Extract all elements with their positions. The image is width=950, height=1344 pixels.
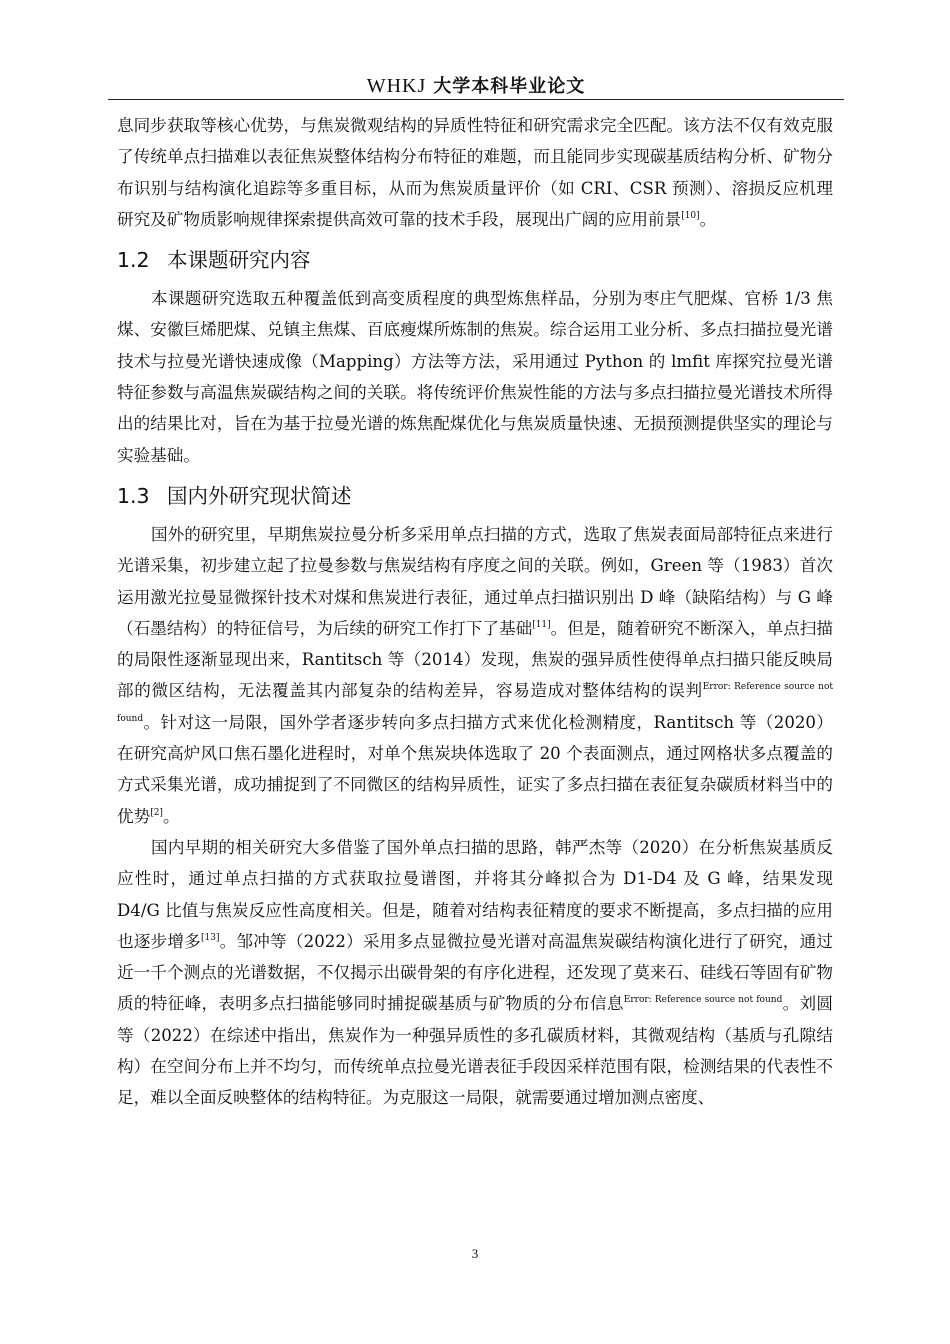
research-content-paragraph: 本课题研究选取五种覆盖低到高变质程度的典型炼焦样品，分别为枣庄气肥煤、官桥 1/3 焦煤、安徽巨烯肥煤、兑镇主焦煤、百底瘦煤所炼制的焦炭。综合运用工业分析、多点扫描拉曼光谱技术与拉曼光谱快速成像（Mapping）方法等方法，采用通过 Python 的 lmfit 库探究拉曼光谱特征参数与高温焦炭碳结构之间的关联。将传统评价焦炭性能的方法与多点扫描拉曼光谱技术所得出的结果比对，旨在为基于拉曼光谱的炼焦配煤优化与焦炭质量快速、无损预测提供坚实的理论与实验基础。 xyxy=(117,289,833,465)
section-heading-1-2 xyxy=(117,243,833,277)
intro-paragraph xyxy=(117,110,833,235)
paragraph-text: 。邹冲等（2022）采用多点显微拉曼光谱对高温焦炭碳结构演化进行了研究，通过近一千个测点的光谱数据，不仅揭示出碳骨架的有序化进程，还发现了莫来石、硅线石等固有矿物质的特征峰，表明多点扫描能够同时捕捉碳基质与矿物质的分布信息 xyxy=(117,931,833,1014)
paragraph-text: 国内早期的相关研究大多借鉴了国外单点扫描的思路，韩严杰等（2020）在分析焦炭基质反应性时，通过单点扫描的方式获取拉曼谱图，并将其分峰拟合为 D1-D4 及 G 峰，结果发现 D4/G 比值与焦炭反应性高度相关。但是，随着对结构表征精度的要求不断提高，多点扫描的应用也逐步增多 xyxy=(117,837,833,951)
paragraph-text: 。刘圆等（2022）在综述中指出，焦炭作为一种强异质性的多孔碳质材料，其微观结构（基质与孔隙结构）在空间分布上并不均匀，而传统单点拉曼光谱表征手段因采样范围有限，检测结果的代表性不足，难以全面反映整体的结构特征。为克服这一局限，就需要通过增加测点密度、 xyxy=(117,994,834,1108)
intro-text: 息同步获取等核心优势，与焦炭微观结构的异质性特征和研究需求完全匹配。该方法不仅有效克服了传统单点扫描难以表征焦炭整体结构分布特征的难题，而且能同步实现碳基质结构分析、矿物分布识别与结构演化追踪等多重目标，从而为焦炭质量评价（如 CRI、CSR 预测）、溶损反应机理研究及矿物质影响规律探索提供高效可靠的技术手段，展现出广阔的应用前景 xyxy=(117,116,833,229)
section-number: 1.2 xyxy=(117,248,150,273)
header-latin: WHKJ xyxy=(366,75,427,97)
header-rule xyxy=(108,99,844,100)
section-number: 1.3 xyxy=(117,483,150,508)
paragraph-text: 。但是，随着研究不断深入，单点扫描的局限性逐渐显现出来，Rantitsch 等（2014）发现，焦炭的强异质性使得单点扫描只能反映局部的微区结构，无法覆盖其内部复杂的结构差异，容易造成对整体结构的误判 xyxy=(117,618,833,701)
citation: [11] xyxy=(532,619,551,630)
intro-end: 。 xyxy=(699,209,717,229)
reference-error: Error: Reference source not found xyxy=(623,995,783,1006)
domestic-research-paragraph xyxy=(117,832,833,1114)
section-title: 本课题研究内容 xyxy=(167,248,311,273)
paragraph-text: 国外的研究里，早期焦炭拉曼分析多采用单点扫描的方式，选取了焦炭表面局部特征点来进行光谱采集，初步建立起了拉曼参数与焦炭结构有序度之间的关联。例如，Green 等（1983）首次运用激光拉曼显微探针技术对煤和焦炭进行表征，通过单点扫描识别出 D 峰（缺陷结构）与 G 峰（石墨结构）的特征信号，为后续的研究工作打下了基础 xyxy=(117,524,833,638)
citation: [13] xyxy=(200,932,220,943)
paragraph-text: 。针对这一局限，国外学者逐步转向多点扫描方式来优化检测精度，Rantitsch 等（2020）在研究高炉风口焦石墨化进程时，对单个焦炭块体选取了 20 个表面测点，通过网格状多点覆盖的方式采集光谱，成功捕捉到了不同微区的结构异质性，证实了多点扫描在表征复杂碳质材料当中的优势 xyxy=(117,712,833,826)
running-header xyxy=(108,72,844,98)
header-title: 大学本科毕业论文 xyxy=(433,76,586,97)
section-title: 国内外研究现状简述 xyxy=(167,483,352,508)
citation: [2] xyxy=(150,807,163,818)
reference-error: Error: Reference source not found xyxy=(117,682,833,724)
citation: [10] xyxy=(681,210,700,221)
page-body xyxy=(117,110,833,1114)
section-heading-1-3 xyxy=(117,479,833,513)
page-number: 3 xyxy=(471,1246,479,1261)
paragraph-text: 。 xyxy=(162,806,180,826)
foreign-research-paragraph xyxy=(117,519,833,832)
